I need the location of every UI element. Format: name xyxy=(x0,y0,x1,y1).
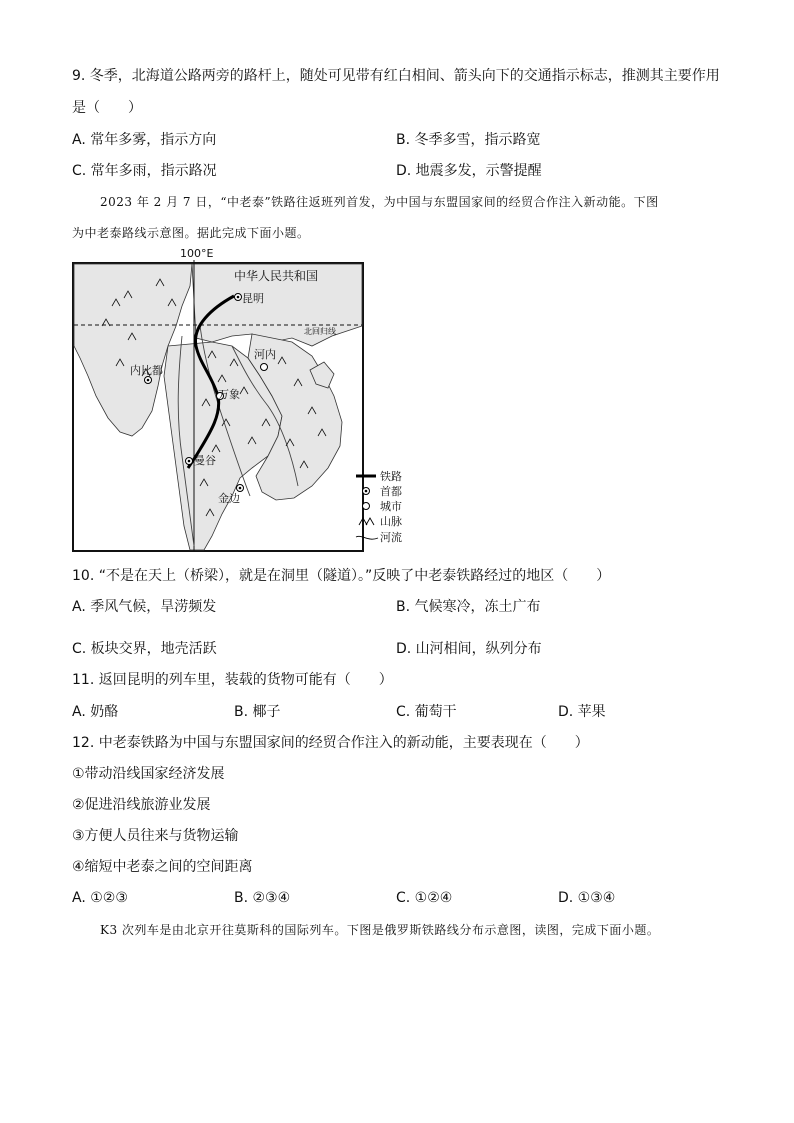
naypyidaw-marker xyxy=(145,377,152,384)
q12-item-3: ③方便人员往来与货物运输 xyxy=(72,828,239,844)
q12-stem: 12. 中老泰铁路为中国与东盟国家间的经贸合作注入的新动能，主要表现在（ ） xyxy=(72,735,589,751)
hanoi-marker xyxy=(261,364,268,371)
q12-item-1: ①带动沿线国家经济发展 xyxy=(72,766,225,782)
q9-option-d: D. 地震多发，示警提醒 xyxy=(396,163,542,179)
kunming-marker xyxy=(235,294,242,301)
naypyidaw-label: 内比都 xyxy=(130,364,163,377)
phnom-penh-marker xyxy=(237,485,244,492)
country-label: 中华人民共和国 xyxy=(234,269,319,283)
q10-stem: 10. “不是在天上（桥梁），就是在洞里（隧道）。”反映了中老泰铁路经过的地区（ ） xyxy=(72,568,611,584)
legend-city-symbol xyxy=(363,503,370,510)
hanoi-label: 河内 xyxy=(254,348,276,361)
q11-stem: 11. 返回昆明的列车里，装载的货物可能有（ ） xyxy=(72,672,393,688)
vientiane-label: 万象 xyxy=(218,388,240,401)
kunming-label: 昆明 xyxy=(242,292,264,305)
intro2-line1: K3 次列车是由北京开往莫斯科的国际列车。下图是俄罗斯铁路线分布示意图，读图，完成下面小题。 xyxy=(100,923,660,937)
q12-option-b: B. ②③④ xyxy=(234,890,291,906)
q9-option-c: C. 常年多雨，指示路况 xyxy=(72,163,217,179)
q12-option-c: C. ①②④ xyxy=(396,890,453,906)
q10-option-d: D. 山河相间，纵列分布 xyxy=(396,641,542,657)
q10-option-c: C. 板块交界，地壳活跃 xyxy=(72,641,217,657)
q12-item-2: ②促进沿线旅游业发展 xyxy=(72,797,211,813)
tropic-label: 北回归线 xyxy=(304,327,336,336)
q12-item-4: ④缩短中老泰之间的空间距离 xyxy=(72,859,253,875)
q12-option-a: A. ①②③ xyxy=(72,890,128,906)
intro1-line2: 为中老泰路线示意图。据此完成下面小题。 xyxy=(72,226,310,240)
legend-mountain: 山脉 xyxy=(380,515,402,528)
legend-river: 河流 xyxy=(380,531,402,544)
bangkok-marker xyxy=(186,458,193,465)
intro1-line1: 2023 年 2 月 7 日，“中老泰”铁路往返班列首发，为中国与东盟国家间的经贸合作注入新动能。下图 xyxy=(100,195,659,209)
q11-option-d: D. 苹果 xyxy=(558,704,606,720)
q12-option-d: D. ①③④ xyxy=(558,890,616,906)
q10-option-a: A. 季风气候，旱涝频发 xyxy=(72,599,217,615)
q9-stem-line1: 9. 冬季，北海道公路两旁的路杆上，随处可见带有红白相间、箭头向下的交通指示标志，推测其主要作用 xyxy=(72,68,720,84)
q11-option-c: C. 葡萄干 xyxy=(396,704,457,720)
q9-option-a: A. 常年多雾，指示方向 xyxy=(72,132,217,148)
q11-option-b: B. 椰子 xyxy=(234,704,281,720)
legend-railway: 铁路 xyxy=(380,470,402,483)
route-map xyxy=(72,246,412,556)
legend-city: 城市 xyxy=(380,500,402,513)
q10-option-b: B. 气候寒冷，冻土广布 xyxy=(396,599,541,615)
phnom-penh-label: 金边 xyxy=(218,492,240,505)
bangkok-label: 曼谷 xyxy=(194,454,216,467)
q9-stem-line2: 是（ ） xyxy=(72,100,142,116)
q11-option-a: A. 奶酪 xyxy=(72,704,119,720)
legend-capital: 首都 xyxy=(380,485,402,498)
q9-option-b: B. 冬季多雪，指示路宽 xyxy=(396,132,541,148)
meridian-label: 100°E xyxy=(180,247,214,260)
